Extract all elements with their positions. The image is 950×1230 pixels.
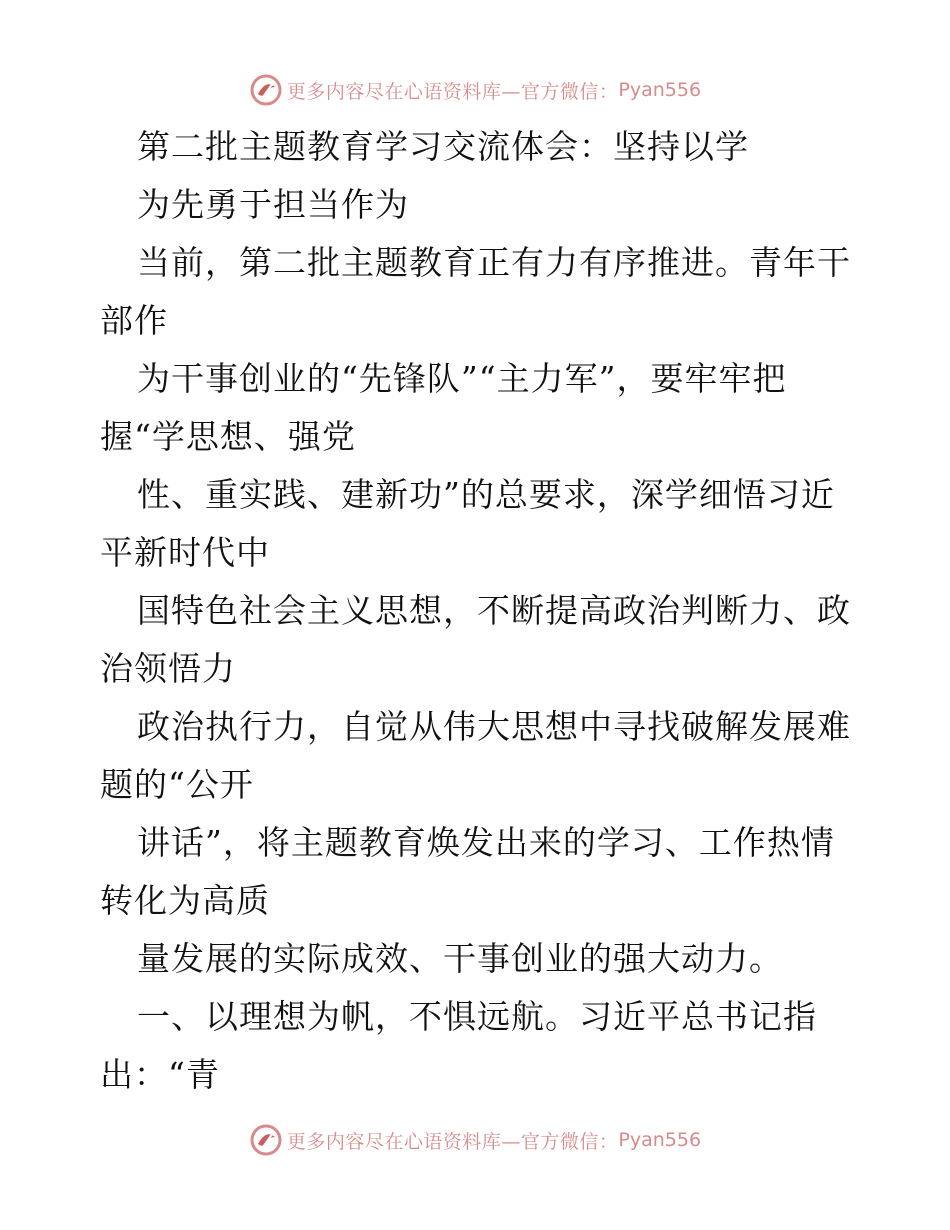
text-line: 讲话”，将主题教育焕发出来的学习、工作热情 <box>137 823 835 862</box>
text-line: 出：“青 <box>100 1055 220 1094</box>
footer-watermark <box>0 1120 950 1160</box>
text-line: 政治执行力，自觉从伟大思想中寻找破解发展难 <box>137 707 851 746</box>
text-line: 治领悟力 <box>100 649 236 688</box>
text-line: 一、以理想为帆，不惧远航。习近平总书记指 <box>137 997 817 1036</box>
text-line: 为干事创业的“先锋队”“主力军”，要牢牢把 <box>137 359 787 398</box>
header-watermark <box>0 70 950 110</box>
text-line: 部作 <box>100 301 168 340</box>
text-line: 第二批主题教育学习交流体会：坚持以学 <box>137 127 749 166</box>
swirl-logo-icon <box>249 1123 283 1157</box>
watermark-id: Pyan556 <box>618 1129 702 1151</box>
text-line: 量发展的实际成效、干事创业的强大动力。 <box>137 939 783 978</box>
document-body <box>100 118 860 1104</box>
text-line: 性、重实践、建新功”的总要求，深学细悟习近 <box>137 475 835 514</box>
text-line: 握“学思想、强党 <box>100 417 356 456</box>
watermark-text: 更多内容尽在心语资料库—官方微信： <box>286 1130 619 1153</box>
text-line: 当前，第二批主题教育正有力有序推进。青年干 <box>137 243 851 282</box>
text-line: 题的“公开 <box>100 765 254 804</box>
text-line: 为先勇于担当作为 <box>137 185 409 224</box>
text-line: 转化为高质 <box>100 881 270 920</box>
watermark-id: Pyan556 <box>618 79 702 101</box>
swirl-logo-icon <box>249 73 283 107</box>
text-line: 平新时代中 <box>100 533 270 572</box>
watermark-text: 更多内容尽在心语资料库—官方微信： <box>286 80 619 103</box>
text-line: 国特色社会主义思想，不断提高政治判断力、政 <box>137 591 851 630</box>
